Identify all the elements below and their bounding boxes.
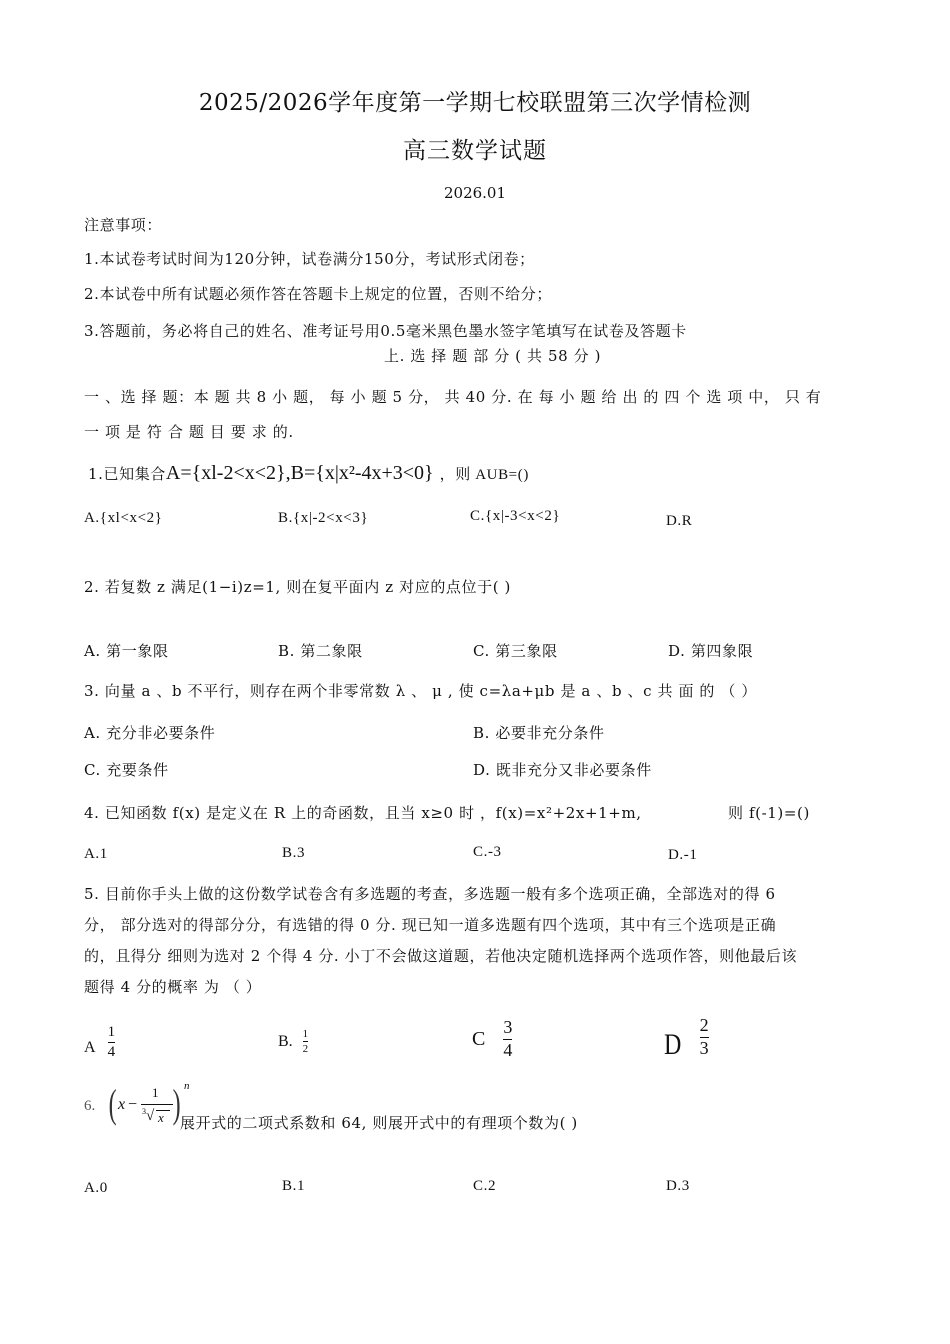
q6-option-d[interactable]: D.3	[666, 1178, 690, 1194]
q6-text: 展开式的二项式系数和 64, 则展开式中的有理项个数为( )	[180, 1114, 578, 1132]
question-4: 4. 已知函数 f(x) 是定义在 R 上的奇函数，且当 x≥0 时 ，f(x)=x²+2x+1+m,	[84, 804, 642, 822]
q4-option-b[interactable]: B.3	[282, 845, 306, 861]
q5-option-c[interactable]	[472, 1018, 512, 1061]
q5-option-c-numerator: 3	[503, 1017, 513, 1037]
question-1	[88, 462, 529, 485]
question-6	[84, 1080, 844, 1140]
q5-option-a-label: A	[84, 1039, 96, 1056]
q5-option-a-numerator: 1	[107, 1024, 116, 1040]
radical-sign-icon: √	[146, 1108, 155, 1124]
note-item-1: 1.本试卷考试时间为120分钟，试卷满分150分，考试形式闭卷；	[84, 250, 535, 268]
q2-option-c[interactable]: C. 第三象限	[473, 642, 558, 660]
q5-option-b[interactable]	[278, 1028, 308, 1055]
q5-option-d-denominator: 3	[699, 1037, 709, 1058]
question-2: 2. 若复数 z 满足(1−i)z=1, 则在复平面内 z 对应的点位于( )	[84, 578, 511, 596]
q1-option-d[interactable]: D.R	[666, 513, 693, 529]
q1-option-a[interactable]: A.{xl<x<2}	[84, 510, 163, 526]
exam-subtitle: 高三数学试题	[403, 138, 547, 164]
note-item-3-continued: 上. 选 择 题 部 分 ( 共 58 分 )	[384, 347, 602, 365]
q5-option-a[interactable]	[84, 1024, 115, 1060]
left-paren: (	[108, 1081, 117, 1126]
q5-option-c-fraction	[503, 1018, 512, 1061]
q3-option-c[interactable]: C. 充要条件	[84, 761, 169, 779]
section-intro-line-2: 一 项 是 符 合 题 目 要 求 的.	[84, 423, 294, 441]
q6-option-a[interactable]: A.0	[84, 1180, 108, 1196]
q5-option-a-fraction	[108, 1024, 116, 1060]
q5-option-d[interactable]	[664, 1016, 709, 1062]
right-paren: )	[172, 1081, 181, 1126]
q1-expression: A={xl-2<x<2},B={x|x²-4x+3<0}	[165, 462, 434, 484]
note-item-2: 2.本试卷中所有试题必须作答在答题卡上规定的位置，否则不给分；	[84, 285, 552, 303]
q4-option-d[interactable]: D.-1	[668, 847, 698, 863]
q2-option-d[interactable]: D. 第四象限	[668, 642, 754, 660]
fraction-bar	[303, 1041, 309, 1042]
q6-x: x	[118, 1096, 126, 1113]
q1-prefix: 1.已知集合	[88, 465, 166, 483]
q5-option-b-fraction	[303, 1028, 309, 1055]
question-5-line-3: 的，且得分 细则为选对 2 个得 4 分. 小丁不会做这道题，若他决定随机选择两个选项作答，则他最后该	[84, 947, 798, 965]
q6-option-b[interactable]: B.1	[282, 1178, 306, 1194]
q6-exponent: n	[184, 1080, 190, 1092]
question-5-line-1: 5. 目前你手头上做的这份数学试卷含有多选题的考查，多选题一般有多个选项正确，全部选对的得 6	[84, 885, 776, 903]
fraction-bar	[108, 1042, 116, 1043]
q6-minus: −	[128, 1096, 138, 1113]
q1-option-b[interactable]: B.{x|-2<x<3}	[278, 510, 369, 526]
q5-option-c-denominator: 4	[503, 1039, 513, 1060]
q2-option-b[interactable]: B. 第二象限	[278, 642, 363, 660]
q5-option-a-denominator: 4	[107, 1043, 116, 1060]
notes-heading: 注意事项：	[84, 216, 163, 234]
q5-option-b-numerator: 1	[302, 1028, 309, 1040]
exam-date: 2026.01	[443, 184, 507, 202]
q5-option-b-denominator: 2	[302, 1043, 309, 1056]
note-item-3: 3.答题前，务必将自己的姓名、准考证号用0.5毫米黑色墨水签字笔填写在试卷及答题卡	[84, 322, 687, 340]
q5-option-b-label: B.	[278, 1032, 293, 1050]
q4-option-c[interactable]: C.-3	[473, 844, 502, 860]
q5-option-d-numerator: 2	[699, 1015, 709, 1035]
q6-fraction-bar	[141, 1104, 173, 1105]
section-intro-line-1: 一 、选 择 题：本 题 共 8 小 题， 每 小 题 5 分， 共 40 分. 在 每 小 题 给 出 的 四 个 选 项 中， 只 有	[84, 388, 822, 406]
q5-option-d-label: D	[664, 1028, 682, 1061]
q6-root-index: 3	[142, 1107, 146, 1116]
q3-option-a[interactable]: A. 充分非必要条件	[84, 724, 216, 742]
q5-option-d-fraction	[700, 1016, 709, 1059]
q3-option-b[interactable]: B. 必要非充分条件	[473, 724, 605, 742]
q3-option-d[interactable]: D. 既非充分又非必要条件	[473, 761, 652, 779]
q1-option-c[interactable]: C.{x|-3<x<2}	[470, 508, 561, 524]
q6-option-c[interactable]: C.2	[473, 1178, 497, 1194]
question-4-tail: 则 f(-1)=()	[728, 804, 810, 822]
question-5-line-4: 题得 4 分的概率 为 （ ）	[84, 978, 262, 996]
q6-formula	[106, 1080, 190, 1140]
q6-number: 6.	[84, 1098, 96, 1114]
exam-title: 2025/2026学年度第一学期七校联盟第三次学情检测	[198, 90, 752, 116]
q5-option-c-label: C	[472, 1028, 486, 1050]
q6-root-arg: x	[158, 1110, 164, 1125]
q2-option-a[interactable]: A. 第一象限	[84, 642, 169, 660]
q4-option-a[interactable]: A.1	[84, 846, 108, 862]
question-5-line-2: 分， 部分选对的得部分分，有选错的得 0 分. 现已知一道多选题有四个选项，其中有三个选项是正确	[84, 916, 777, 934]
question-3: 3. 向量 a 、b 不平行，则存在两个非零常数 λ 、 μ , 使 c=λa+μb 是 a 、b 、c 共 面 的 （ ）	[84, 682, 757, 700]
q1-suffix: ，则 AUB=()	[439, 467, 529, 483]
q6-numerator: 1	[152, 1085, 159, 1100]
